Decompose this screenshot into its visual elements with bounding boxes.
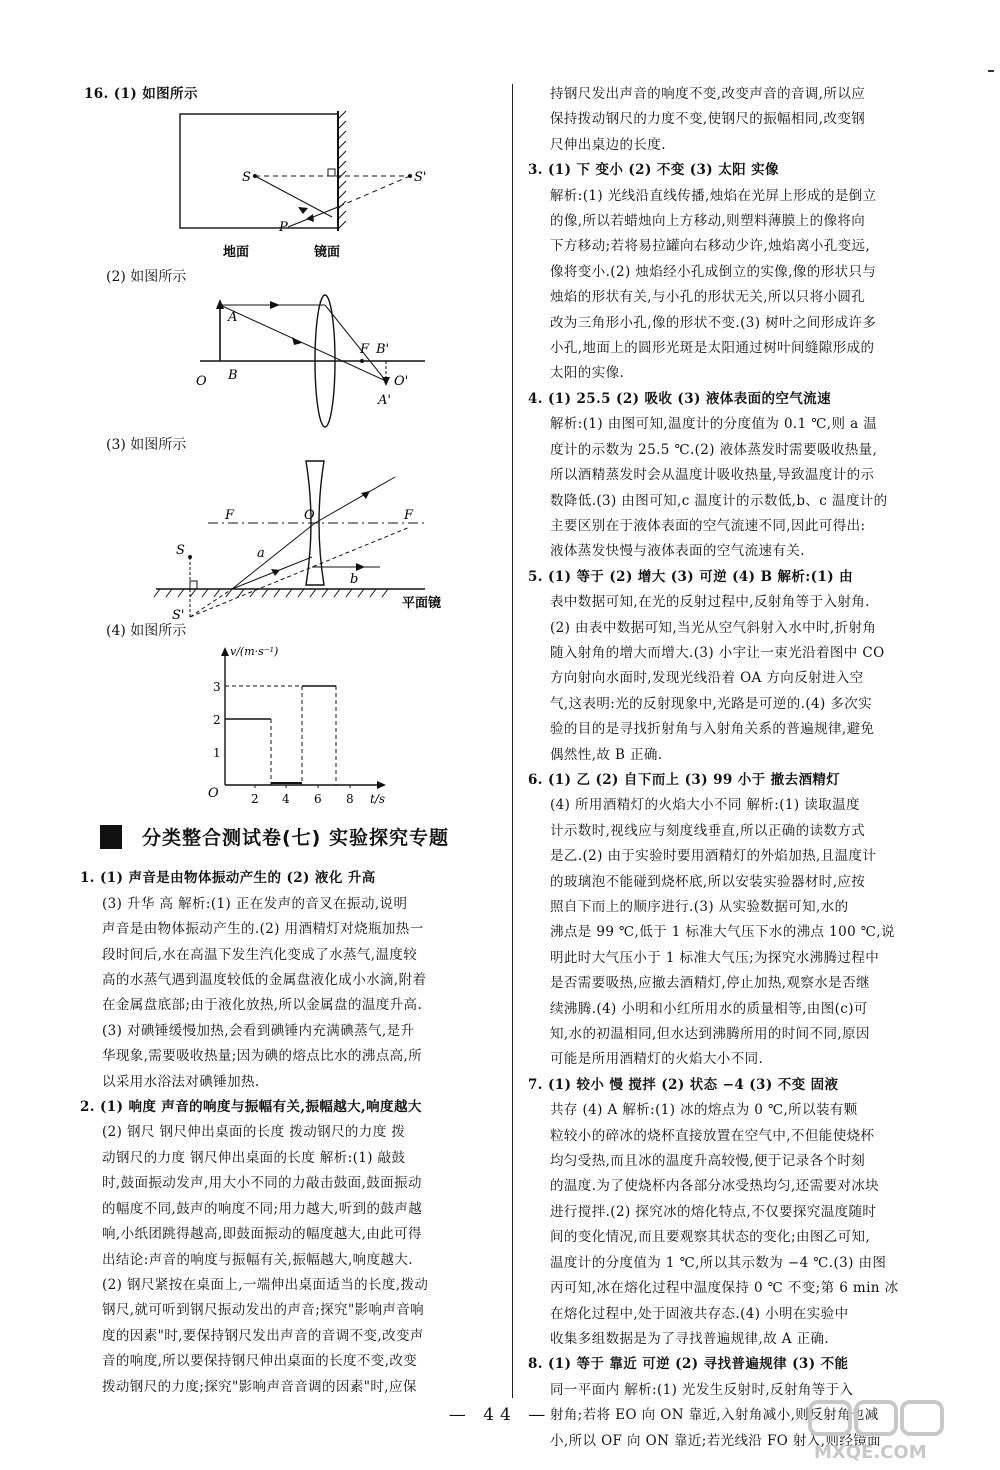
explanation-line: 像将变小.(2) 烛焰经小孔成倒立的实像,像的形状只与 (550, 263, 877, 280)
ray-a: a (257, 546, 265, 562)
point-A-prime: A' (378, 393, 391, 409)
y-tick-2: 2 (213, 713, 221, 728)
explanation-line: 段时间后,水在高温下发生汽化变成了水蒸气,温度较 (102, 946, 418, 963)
point-B-prime: B' (376, 342, 390, 358)
explanation-line: (2) 钢尺 钢尺伸出桌面的长度 拨动钢尺的力度 拨 (102, 1124, 406, 1141)
explanation-line: 出结论:声音的响度与振幅有关,振幅越大,响度越大. (102, 1251, 413, 1268)
explanation-line: 随入射角的增大而增大.(3) 小宇让一束光沿着图中 CO (550, 644, 885, 661)
explanation-line: 的温度.为了使烧杯内各部分冰受热均匀,还需要对冰块 (550, 1178, 880, 1195)
explanation-line: 烛焰的形状有关,与小孔的形状无关,所以只将小圆孔 (550, 289, 866, 306)
section-marker (100, 825, 122, 849)
point-S: S (176, 543, 185, 559)
explanation-line: 的幅度不同,鼓声的响度不同;用力越大,听到的鼓声越 (102, 1200, 423, 1217)
figure-plane-mirror (80, 107, 512, 261)
explanation-line: 太阳的实像. (550, 365, 625, 382)
explanation-line: (3) 对碘锤缓慢加热,会看到碘锤内充满碘蒸气,是升 (102, 1022, 415, 1039)
point-O-prime: O' (394, 374, 409, 390)
x-tick-2: 2 (251, 792, 259, 807)
point-O: O (304, 508, 315, 524)
origin-label: O (208, 786, 219, 802)
explanation-line: 验的目的是寻找折射角与入射角关系的普遍规律,避免 (550, 721, 875, 738)
q16-2: (2) 如图所示 (106, 269, 187, 286)
explanation-line: 气,这表明:光的反射现象中,光路是可逆的.(4) 多次实 (550, 695, 873, 712)
explanation-line: 解析:(1) 由图可知,温度计的分度值为 0.1 ℃,则 a 温 (550, 416, 878, 433)
explanation-line: 保持拨动钢尺的力度不变,使钢尺的振幅相同,改变钢 (550, 111, 866, 128)
explanation-line: 共存 (4) A 解析:(1) 冰的熔点为 0 ℃,所以装有颗 (550, 1102, 858, 1119)
explanation-line: 拨动钢尺的力度;探究"影响声音音调的因素"时,应保 (102, 1378, 417, 1395)
q16-title: 16. (1) 如图所示 (84, 86, 198, 102)
point-A: A (228, 310, 238, 326)
label-plane-mirror: 平面镜 (402, 596, 442, 612)
point-O: O (196, 374, 207, 390)
svg-text:MXQE.COM: MXQE.COM (814, 1442, 927, 1463)
explanation-line: 续沸腾.(4) 小明和小红所用水的质量相等,由图(c)可 (550, 1000, 868, 1017)
question-answer-line: 3. (1) 下 变小 (2) 不变 (3) 太阳 实像 (528, 162, 779, 179)
watermark-logo (808, 1400, 984, 1462)
y-tick-3: 3 (213, 680, 221, 695)
explanation-line: 度计的示数为 25.5 ℃.(2) 液体蒸发时需要吸收热量, (550, 441, 878, 458)
label-ground: 地面 (223, 245, 250, 261)
explanation-line: 沸点是 99 ℃,低于 1 标准大气压下水的沸点 100 ℃,说 (550, 924, 895, 941)
explanation-line: 是乙.(2) 由于实验时要用酒精灯的外焰加热,且温度计 (550, 848, 877, 865)
explanation-line: 度的因素"时,要保持钢尺发出声音的音调不变,改变声 (102, 1327, 424, 1344)
label-mirror: 镜面 (314, 245, 341, 261)
explanation-line: 间的变化情况,而且要观察其状态的变化;由图乙可知, (550, 1229, 871, 1246)
point-P: P (279, 220, 288, 236)
right-column (528, 82, 946, 1454)
explanation-line: 高的水蒸气遇到温度较低的金属盘液化成小水滴,附着 (102, 972, 427, 989)
axis-x-label: t/s (370, 792, 386, 807)
question-answer-line: 8. (1) 等于 靠近 可逆 (2) 寻找普遍规律 (3) 不能 (528, 1356, 849, 1373)
point-F-left: F (225, 508, 235, 524)
q16-3: (3) 如图所示 (106, 437, 187, 454)
explanation-line: 偶然性,故 B 正确. (550, 746, 663, 763)
q16-4: (4) 如图所示 (106, 623, 187, 640)
explanation-line: 解析:(1) 光线沿直线传播,烛焰在光屏上形成的是倒立 (550, 187, 877, 204)
explanation-line: 温度计的分度值为 1 ℃,所以其示数为 −4 ℃.(3) 由图 (550, 1254, 887, 1271)
point-F: F (360, 342, 370, 358)
explanation-line: 持钢尺发出声音的响度不变,改变声音的音调,所以应 (550, 86, 866, 102)
question-answer-line: 7. (1) 较小 慢 搅拌 (2) 状态 −4 (3) 不变 固液 (528, 1076, 839, 1093)
explanation-line: 射角;若将 EO 向 ON 靠近,入射角减小,则反射角也减 (550, 1407, 879, 1424)
axis-y-label: v/(m·s⁻¹) (230, 645, 279, 659)
point-S-prime: S' (414, 170, 427, 186)
explanation-line: 粒较小的碎冰的烧杯直接放置在空气中,不但能使烧杯 (550, 1127, 875, 1144)
figure-concave-lens (80, 457, 512, 624)
left-column (80, 82, 512, 1400)
point-S: S (242, 170, 251, 186)
explanation-line: 在熔化过程中,处于固液共存态.(4) 小明在实验中 (550, 1305, 849, 1322)
figure-velocity-time-graph (80, 643, 512, 807)
explanation-line: 下方移动;若将易拉罐向右移动少许,烛焰离小孔变远, (550, 238, 871, 255)
explanation-line: 响,小纸团跳得越高,即鼓面振动的幅度越大,由此可得 (102, 1226, 422, 1243)
explanation-line: 所以酒精蒸发时会从温度计吸收热量,导致温度计的示 (550, 467, 875, 484)
explanation-line: 尺伸出桌边的长度. (550, 136, 666, 153)
explanation-line: 以采用水浴法对碘锤加热. (102, 1073, 260, 1090)
explanation-line: 是否需要吸热,应撤去酒精灯,停止加热,观察水是否继 (550, 975, 870, 992)
explanation-line: 改为三角形小孔,像的形状不变.(3) 树叶之间形成许多 (550, 314, 877, 331)
explanation-line: 音的响度,所以要保持钢尺伸出桌面的长度不变,改变 (102, 1353, 418, 1370)
explanation-line: 表中数据可知,在光的反射过程中,反射角等于入射角. (550, 594, 870, 611)
explanation-line: 丙可知,冰在熔化过程中温度保持 0 ℃ 不变;第 6 min 冰 (550, 1280, 899, 1297)
explanation-line: 可能是所用酒精灯的火焰大小不同. (550, 1051, 764, 1068)
point-B: B (228, 368, 238, 384)
x-tick-6: 6 (314, 792, 322, 807)
explanation-line: 在金属盘底部;由于液化放热,所以金属盘的温度升高. (102, 997, 423, 1014)
figure-convex-lens (80, 289, 512, 429)
page-number: — 44 — (448, 1405, 552, 1425)
explanation-line: 数降低.(3) 由图可知,c 温度计的示数低,b、c 温度计的 (550, 492, 888, 509)
explanation-line: 明此时大气压小于 1 标准大气压;为探究水沸腾过程中 (550, 949, 880, 966)
explanation-line: (2) 由表中数据可知,当光从空气斜射入水中时,折射角 (550, 619, 877, 636)
x-tick-4: 4 (282, 792, 290, 807)
point-S-prime: S' (172, 608, 185, 624)
question-answer-line: 2. (1) 响度 声音的响度与振幅有关,振幅越大,响度越大 (80, 1099, 422, 1116)
explanation-line: 均匀受热,而且冰的温度升高较慢,便于记录各个时刻 (550, 1153, 866, 1170)
explanation-line: 进行搅拌.(2) 探究冰的熔化特点,不仅要探究温度随时 (550, 1203, 877, 1220)
explanation-line: 小孔,地面上的圆形光斑是太阳通过树叶间缝隙形成的 (550, 340, 875, 357)
section-heading (100, 823, 512, 850)
x-tick-8: 8 (346, 792, 354, 807)
left-answer-text (80, 866, 512, 1400)
explanation-line: 照自下而上的顺序进行.(3) 从实验数据可知,水的 (550, 899, 849, 915)
explanation-line: 时,鼓面振动发声,用大小不同的力敲击鼓面,鼓面振动 (102, 1175, 422, 1192)
right-answer-text (528, 82, 946, 1454)
explanation-line: 方向射向水面时,发现光线沿着 OA 方向反射进入空 (550, 670, 864, 687)
explanation-line: 知,水的初温相同,但水达到沸腾所用的时间不同,原因 (550, 1026, 870, 1043)
question-answer-line: 1. (1) 声音是由物体振动产生的 (2) 液化 升高 (80, 870, 376, 887)
y-tick-1: 1 (213, 746, 221, 761)
question-answer-line: 6. (1) 乙 (2) 自下而上 (3) 99 小于 撤去酒精灯 (528, 771, 841, 788)
explanation-line: 收集多组数据是为了寻找普遍规律,故 A 正确. (550, 1330, 830, 1347)
explanation-line: 钢尺,就可听到钢尺振动发出的声音;探究"影响声音响 (102, 1302, 425, 1319)
explanation-line: 计示数时,视线应与刻度线垂直,所以正确的读数方式 (550, 822, 866, 839)
ray-b: b (350, 572, 359, 588)
explanation-line: 液体蒸发快慢与液体表面的空气流速有关. (550, 543, 805, 560)
explanation-line: (2) 钢尺紧按在桌面上,一端伸出桌面适当的长度,拨动 (102, 1276, 429, 1293)
section-title: 分类整合测试卷(七) 实验探究专题 (142, 827, 449, 850)
explanation-line: 同一平面内 解析:(1) 光发生反射时,反射角等于入 (550, 1381, 854, 1398)
column-divider (512, 84, 513, 1398)
question-answer-line: 4. (1) 25.5 (2) 吸收 (3) 液体表面的空气流速 (528, 390, 831, 407)
explanation-line: 华现象,需要吸收热量;因为碘的熔点比水的沸点高,所 (102, 1048, 423, 1065)
explanation-line: 小,所以 OF 向 ON 靠近;若光线沿 FO 射入,则经镜面 (550, 1432, 882, 1449)
explanation-line: 声音是由物体振动产生的.(2) 用酒精灯对烧瓶加热一 (102, 921, 424, 938)
question-answer-line: 5. (1) 等于 (2) 增大 (3) 可逆 (4) B 解析:(1) 由 (528, 568, 854, 585)
explanation-line: (4) 所用酒精灯的火焰大小不同 解析:(1) 读取温度 (550, 797, 860, 814)
explanation-line: (3) 升华 高 解析:(1) 正在发声的音叉在振动,说明 (102, 895, 408, 912)
explanation-line: 的像,所以若蜡烛向上方移动,则塑料薄膜上的像将向 (550, 213, 866, 230)
explanation-line: 主要区别在于液体表面的空气流速不同,因此可得出: (550, 517, 866, 534)
point-F-right: F (404, 508, 414, 524)
explanation-line: 的玻璃泡不能碰到烧杯底,所以安装实验器材时,应按 (550, 873, 866, 890)
corner-mark (988, 70, 994, 72)
explanation-line: 动钢尺的力度 钢尺伸出桌面的长度 解析:(1) 敲鼓 (102, 1149, 406, 1166)
